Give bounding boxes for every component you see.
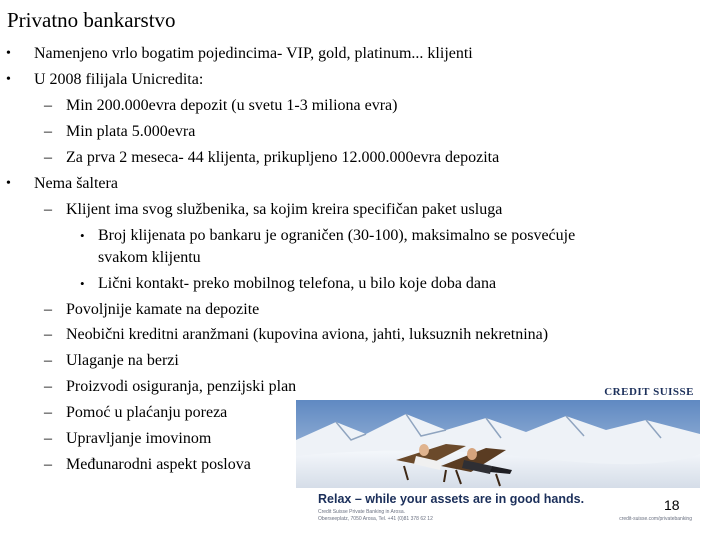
bullet-line <box>44 403 228 423</box>
bullet-text: Ulaganje na berzi <box>66 352 179 369</box>
bullet-marker: – <box>44 149 52 166</box>
ad-slogan: Relax – while your assets are in good hands. <box>318 492 585 506</box>
bullet-marker: – <box>44 352 52 369</box>
bullet-marker: • <box>80 276 85 291</box>
bullet-line <box>44 148 500 168</box>
bullet-text: Min 200.000evra depozit (u svetu 1-3 miliona evra) <box>66 97 398 114</box>
bullet-marker: • <box>6 46 11 61</box>
ad-footer <box>296 488 700 524</box>
bullet-text: U 2008 filijala Unicredita: <box>34 71 204 88</box>
ad-address: Oberseeplatz, 7050 Arosa, Tel. +41 (0)81 378 62 12 <box>318 516 433 522</box>
bullet-line <box>6 70 204 90</box>
credit-suisse-ad-image <box>296 376 700 524</box>
ad-photo <box>296 400 700 488</box>
bullet-text: svakom klijentu <box>98 249 201 266</box>
page-number: 18 <box>664 497 680 513</box>
bullet-text: Povoljnije kamate na depozite <box>66 301 260 318</box>
bullet-text: Proizvodi osiguranja, penzijski plan <box>66 378 297 395</box>
bullet-line <box>44 96 398 116</box>
bullet-marker: – <box>44 301 52 318</box>
bullet-marker: – <box>44 404 52 421</box>
bullet-line <box>44 200 503 220</box>
bullet-marker: – <box>44 430 52 447</box>
bullet-line <box>98 248 201 268</box>
bullet-marker: – <box>44 123 52 140</box>
bullet-marker: – <box>44 378 52 395</box>
bullet-text: Međunarodni aspekt poslova <box>66 456 251 473</box>
bullet-line <box>44 377 297 397</box>
bullet-text: Lični kontakt- preko mobilnog telefona, u bilo koje doba dana <box>98 275 497 292</box>
slide-title: Privatno bankarstvo <box>7 8 176 32</box>
bullet-text: Klijent ima svog službenika, sa kojim kreira specifičan paket usluga <box>66 201 503 218</box>
bullet-marker: – <box>44 201 52 218</box>
bullet-line <box>6 44 473 64</box>
bullet-text: Nema šaltera <box>34 175 118 192</box>
bullet-text: Za prva 2 meseca- 44 klijenta, prikupljeno 12.000.000evra depozita <box>66 149 500 166</box>
bullet-marker: • <box>6 72 11 87</box>
bullet-line <box>44 325 549 345</box>
bullet-line <box>80 226 576 246</box>
bullet-line <box>44 455 251 475</box>
bullet-line <box>6 174 118 194</box>
bullet-line <box>44 429 212 449</box>
bullet-line <box>44 122 196 142</box>
ad-brand-logo: CREDIT SUISSE <box>604 386 694 398</box>
bullet-text: Namenjeno vrlo bogatim pojedincima- VIP, gold, platinum... klijenti <box>34 45 473 62</box>
bullet-text: Pomoć u plaćanju poreza <box>66 404 228 421</box>
bullet-marker: – <box>44 326 52 343</box>
bullet-text: Broj klijenata po bankaru je ograničen (30-100), maksimalno se posvećuje <box>98 227 576 244</box>
bullet-line <box>44 300 260 320</box>
bullet-marker: • <box>6 176 11 191</box>
bullet-marker: – <box>44 97 52 114</box>
ad-url: credit-suisse.com/privatebanking <box>619 516 692 522</box>
bullet-line <box>80 274 497 294</box>
bullet-text: Min plata 5.000evra <box>66 123 196 140</box>
bullet-line <box>44 351 179 371</box>
ad-subtitle: Credit Suisse Private Banking in Arosa. <box>318 509 405 515</box>
bullet-marker: – <box>44 456 52 473</box>
bullet-text: Upravljanje imovinom <box>66 430 212 447</box>
bullet-marker: • <box>80 228 85 243</box>
bullet-text: Neobični kreditni aranžmani (kupovina aviona, jahti, luksuznih nekretnina) <box>66 326 549 343</box>
